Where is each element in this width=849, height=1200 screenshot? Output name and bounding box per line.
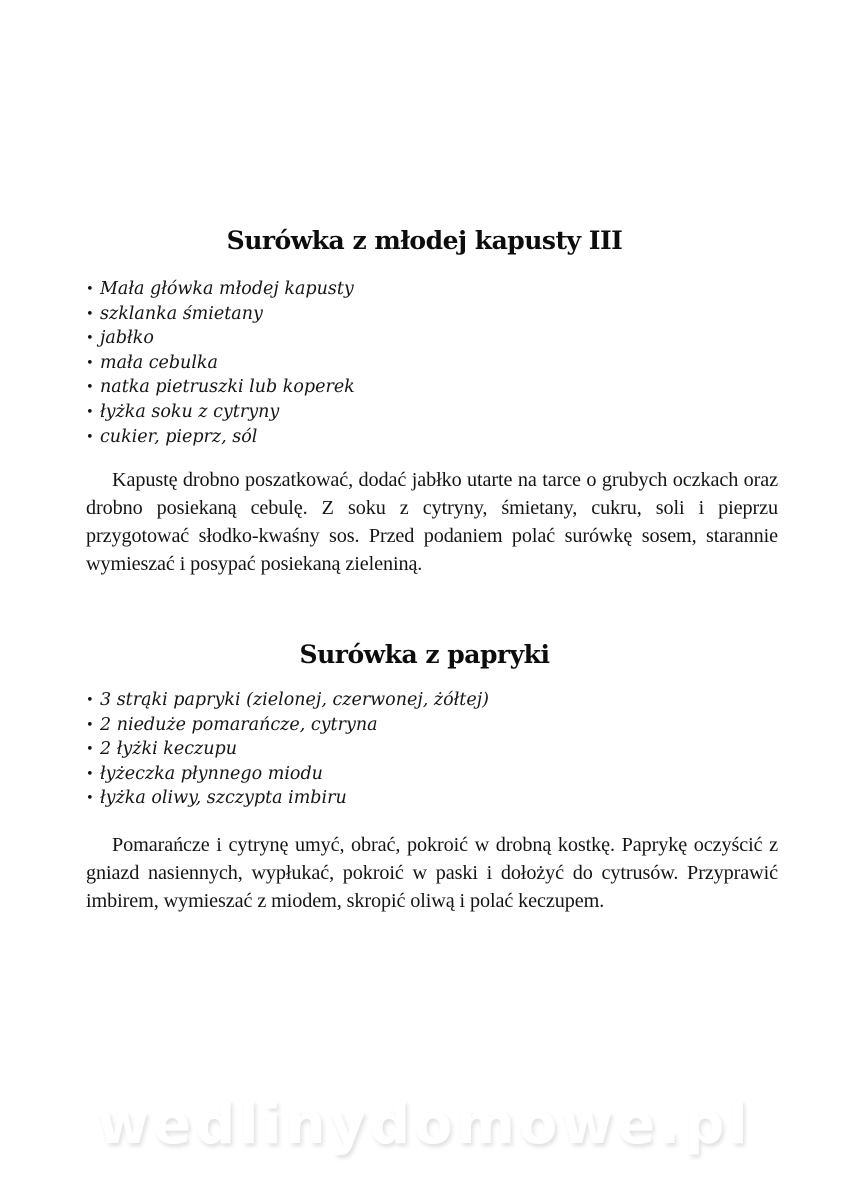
ingredient-item: • 2 nieduże pomarańcze, cytryna bbox=[86, 713, 489, 738]
bullet-icon: • bbox=[86, 742, 94, 758]
ingredient-item: • łyżka oliwy, szczypta imbiru bbox=[86, 786, 489, 811]
ingredient-item: • 2 łyżki keczupu bbox=[86, 737, 489, 762]
ingredient-item: • Mała główka młodej kapusty bbox=[86, 277, 355, 302]
recipe-title: Surówka z papryki bbox=[299, 640, 550, 669]
recipe-instructions: Pomarańcze i cytrynę umyć, obrać, pokroić w drobną kostkę. Paprykę oczyścić z gniazd nasiennych, wypłukać, pokroić w paski i dołożyć do cytrusów. Przyprawić imbirem, wymieszać z miodem, skropić oliwą i polać keczupem. bbox=[86, 834, 778, 912]
bullet-icon: • bbox=[86, 429, 94, 445]
bullet-icon: • bbox=[86, 717, 94, 733]
ingredient-item: • natka pietruszki lub koperek bbox=[86, 375, 355, 400]
bullet-icon: • bbox=[86, 306, 94, 322]
bullet-icon: • bbox=[86, 766, 94, 782]
watermark: wedlinydomowe.pl bbox=[97, 1092, 752, 1157]
bullet-icon: • bbox=[86, 791, 94, 807]
ingredient-item: • jabłko bbox=[86, 326, 355, 351]
recipe-title: Surówka z młodej kapusty III bbox=[226, 226, 623, 255]
bullet-icon: • bbox=[86, 404, 94, 420]
ingredient-item: • łyżeczka płynnego miodu bbox=[86, 762, 489, 787]
ingredient-item: • mała cebulka bbox=[86, 351, 355, 376]
ingredient-item: • 3 strąki papryki (zielonej, czerwonej, żółtej) bbox=[86, 688, 489, 713]
bullet-icon: • bbox=[86, 355, 94, 371]
bullet-icon: • bbox=[86, 282, 94, 297]
bullet-icon: • bbox=[86, 331, 94, 347]
ingredient-item: • łyżka soku z cytryny bbox=[86, 400, 355, 425]
bullet-icon: • bbox=[86, 693, 94, 708]
recipe-instructions: Kapustę drobno poszatkować, dodać jabłko utarte na tarce o grubych oczkach oraz drobno posiekaną cebulę. Z soku z cytryny, śmietany, cukru, soli i pieprzu przygotować słodko-kwaśny sos. Przed podaniem polać surówkę sosem, starannie wymieszać i posypać posiekaną zieleniną. bbox=[86, 469, 778, 575]
bullet-icon: • bbox=[86, 380, 94, 396]
ingredient-list bbox=[86, 277, 355, 449]
ingredient-item: • szklanka śmietany bbox=[86, 302, 355, 327]
ingredient-list bbox=[86, 688, 489, 811]
ingredient-item: • cukier, pieprz, sól bbox=[86, 425, 355, 450]
